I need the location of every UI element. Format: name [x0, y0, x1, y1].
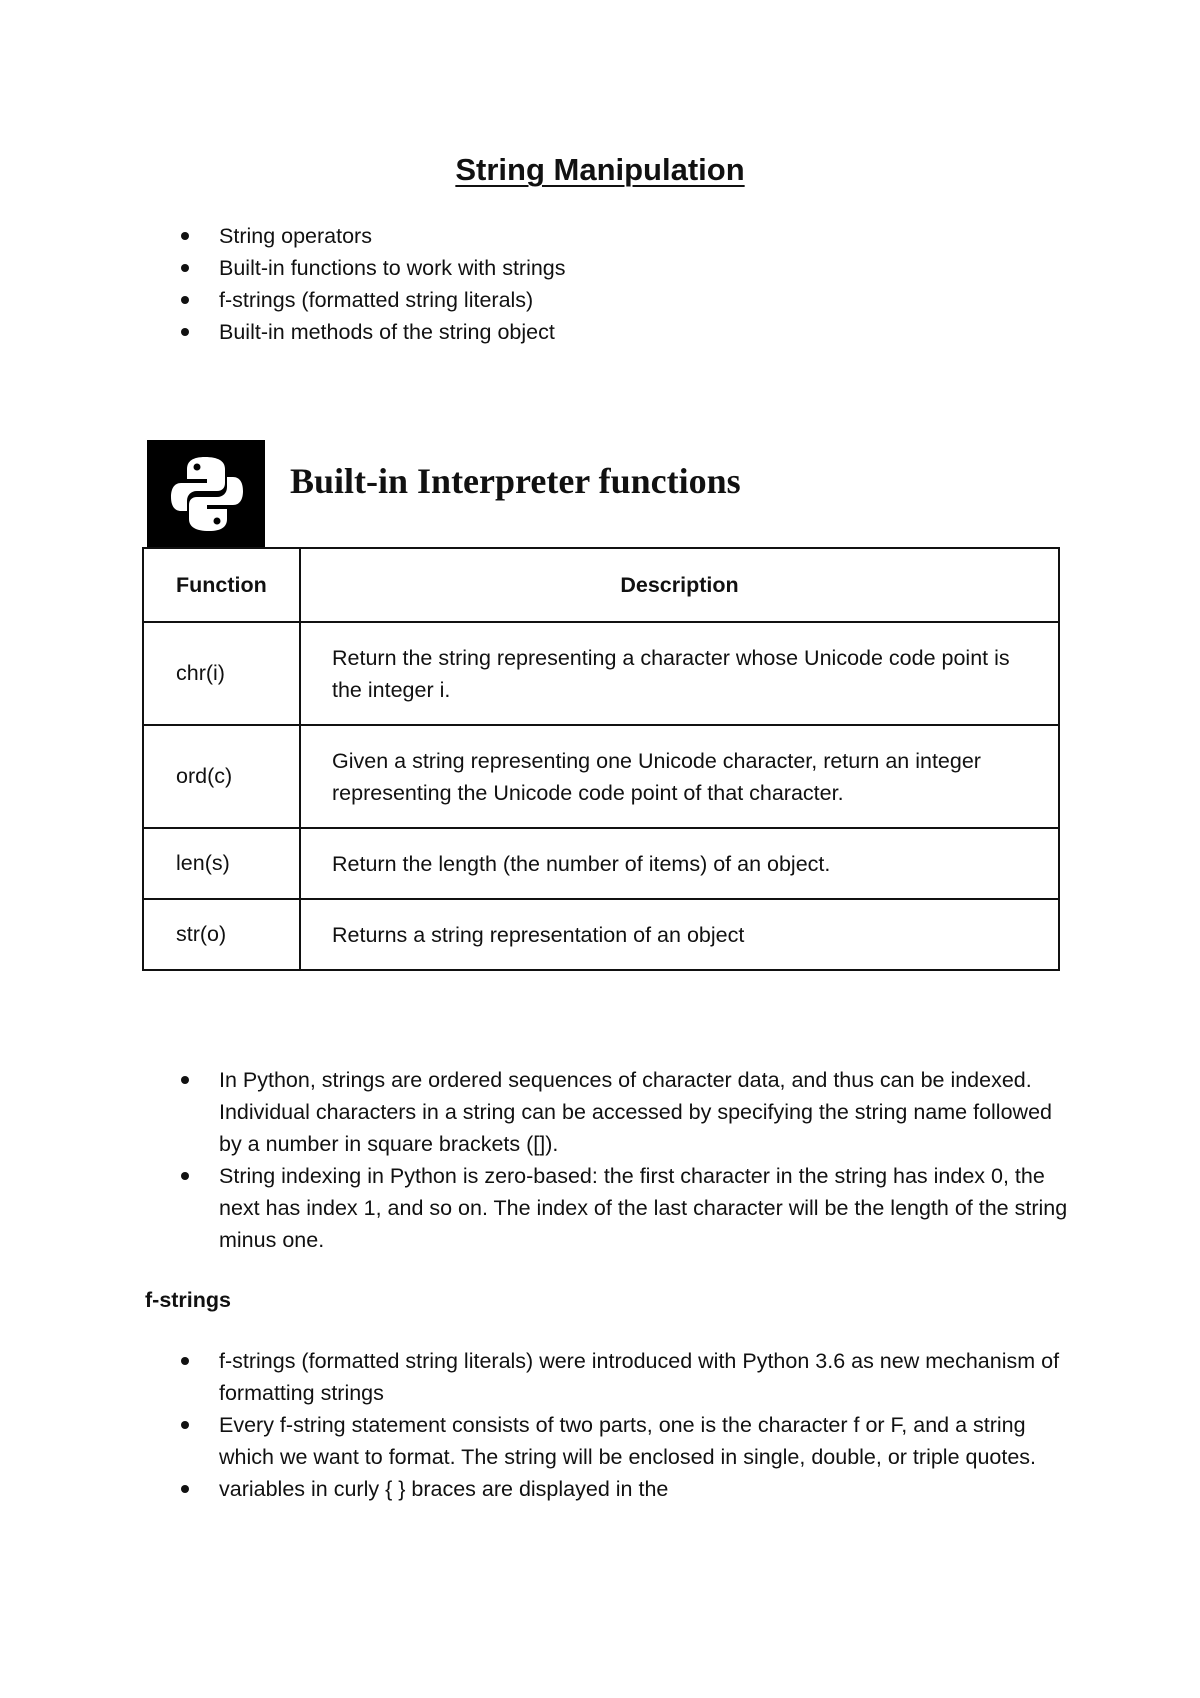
description-cell: Given a string representing one Unicode character, return an integer representing the Unicode code point of that character. [300, 725, 1059, 828]
function-cell: str(o) [143, 899, 300, 970]
page-title: String Manipulation [455, 152, 745, 187]
functions-table [142, 547, 1060, 971]
list-item: In Python, strings are ordered sequences of character data, and thus can be indexed. Individual characters in a string can be accessed by specifying the string name followed by a number in square brackets ([]). [177, 1064, 1077, 1160]
list-item: Built-in functions to work with strings [177, 252, 977, 284]
table-row [143, 622, 1059, 725]
indexing-notes-list [177, 1064, 1077, 1256]
column-header-function: Function [143, 548, 300, 622]
list-item: String indexing in Python is zero-based: the first character in the string has index 0, the next has index 1, and so on. The index of the last character will be the length of the string minus one. [177, 1160, 1077, 1256]
table-row [143, 828, 1059, 899]
description-cell: Return the string representing a character whose Unicode code point is the integer i. [300, 622, 1059, 725]
section-heading-fstrings: f-strings [145, 1288, 231, 1312]
column-header-description: Description [300, 548, 1059, 622]
list-item: f-strings (formatted string literals) [177, 284, 977, 316]
table-row [143, 899, 1059, 970]
list-item: Every f-string statement consists of two parts, one is the character f or F, and a string which we want to format. The string will be enclosed in single, double, or triple quotes. [177, 1409, 1077, 1473]
list-item: f-strings (formatted string literals) were introduced with Python 3.6 as new mechanism of formatting strings [177, 1345, 1077, 1409]
description-cell: Returns a string representation of an object [300, 899, 1059, 970]
function-cell: ord(c) [143, 725, 300, 828]
list-item: Built-in methods of the string object [177, 316, 977, 348]
table-heading: Built-in Interpreter functions [290, 461, 741, 501]
table-row [143, 725, 1059, 828]
description-cell: Return the length (the number of items) of an object. [300, 828, 1059, 899]
list-item: String operators [177, 220, 977, 252]
python-logo-icon [169, 455, 245, 533]
function-cell: len(s) [143, 828, 300, 899]
list-item: variables in curly { } braces are displayed in the [177, 1473, 1077, 1505]
fstrings-list [177, 1345, 1077, 1505]
table-header-row [143, 548, 1059, 622]
function-cell: chr(i) [143, 622, 300, 725]
topic-outline-list [177, 220, 977, 348]
python-logo [147, 440, 265, 548]
